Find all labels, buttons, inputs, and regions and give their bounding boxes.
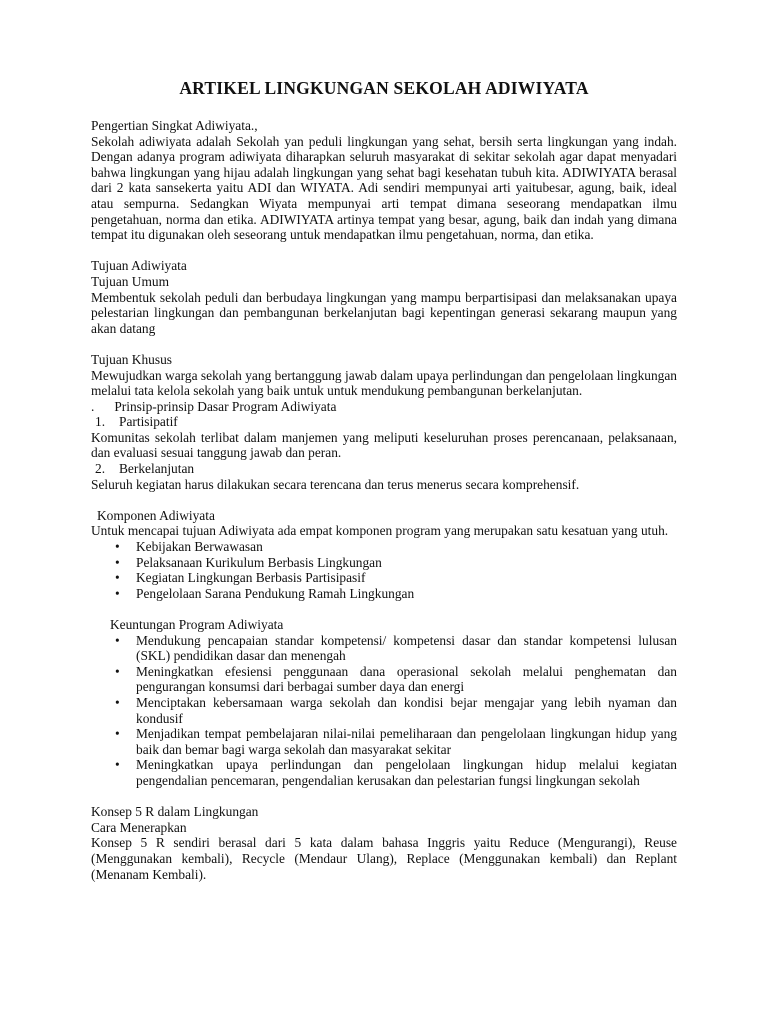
konsep-body: Konsep 5 R sendiri berasal dari 5 kata dalam bahasa Inggris yaitu Reduce (Mengurangi), Reuse (Menggunakan kembali), Recycle (Mendaur Ulang), Replace (Menggunakan kembali) dan Replant (Menanam Kembali). <box>91 835 677 882</box>
prinsip-heading-line <box>91 399 677 415</box>
list-item-text: Meningkatkan upaya perlindungan dan pengelolaan lingkungan hidup melalui kegiatan pengendalian pencemaran, pengendalian kerusakan dan pelestarian fungsi lingkungan sekolah <box>136 757 677 788</box>
prinsip-item-number: 1. <box>95 414 106 430</box>
bullet-icon: • <box>115 726 120 742</box>
bullet-icon: • <box>115 632 120 648</box>
list-item-text: Mendukung pencapaian standar kompetensi/ kompetensi dasar dan standar kompetensi lulusan (SKL) pendidikan dasar dan menengah <box>136 632 677 664</box>
bullet-icon: • <box>115 539 120 555</box>
pengertian-section <box>91 118 677 243</box>
bullet-icon: • <box>115 570 120 586</box>
prinsip-item-body: Seluruh kegiatan harus dilakukan secara terencana dan terus menerus secara komprehensif. <box>91 476 580 492</box>
bullet-icon: • <box>115 663 120 679</box>
list-item <box>91 586 677 602</box>
list-item-text: Menciptakan kebersamaan warga sekolah dan kondisi bejar mengajar yang lebih nyaman dan kondusif <box>136 694 677 726</box>
prinsip-item-title: Berkelanjutan <box>119 461 195 477</box>
list-item <box>91 555 677 571</box>
keuntungan-section <box>91 617 677 789</box>
list-item <box>91 757 677 788</box>
konsep-section <box>91 804 677 882</box>
document-page <box>91 78 677 882</box>
list-item <box>91 664 677 695</box>
konsep-heading: Konsep 5 R dalam Lingkungan <box>91 804 259 820</box>
komponen-section <box>91 508 677 602</box>
tujuan-khusus-heading: Tujuan Khusus <box>91 351 172 367</box>
prinsip-marker: . <box>91 398 95 414</box>
spacer <box>91 243 677 259</box>
bullet-icon: • <box>115 585 120 601</box>
komponen-intro: Untuk mencapai tujuan Adiwiyata ada empat komponen program yang merupakan satu kesatuan yang utuh. <box>91 523 669 539</box>
pengertian-body: Sekolah adiwiyata adalah Sekolah yan peduli lingkungan yang sehat, bersih serta lingkungan yang indah. Dengan adanya program adiwiyata diharapkan seluruh masyarakat di sekitar sekolah agar dapat menyadari bahwa lingkungan yang hijau adalah lingkungan yang sehat bagi kesehatan tubuh kita. ADIWIYATA berasal dari 2 kata sansekerta yaitu ADI dan WIYATA. Adi sendiri mempunyai arti yaitubesar, agung, baik, ideal atau sempurna. Sedangkan Wiyata mempunyai arti tempat dimana seseorang mendapatkan ilmu pengetahuan, norma dan etika. ADIWIYATA artinya tempat yang besar, agung, baik dan indah yang dimana tempat itu digunakan oleh seseorang untuk mendapatkan ilmu pengetahuan, norma, dan etika. <box>91 133 677 243</box>
spacer <box>91 789 677 805</box>
keuntungan-heading: Keuntungan Program Adiwiyata <box>110 617 284 632</box>
prinsip-item <box>91 461 677 492</box>
article-title: ARTIKEL LINGKUNGAN SEKOLAH ADIWIYATA <box>179 78 589 98</box>
prinsip-item-number: 2. <box>95 461 106 477</box>
list-item <box>91 633 677 664</box>
prinsip-item-title: Partisipatif <box>119 414 178 430</box>
tujuan-heading: Tujuan Adiwiyata <box>91 258 187 274</box>
spacer <box>91 336 677 352</box>
list-item <box>91 539 677 555</box>
keuntungan-list <box>91 633 677 789</box>
tujuan-umum-body: Membentuk sekolah peduli dan berbudaya lingkungan yang mampu berpartisipasi dan melaksanakan upaya pelestarian lingkungan dan pembangunan berkelanjutan bagi kepentingan generasi sekarang maupun yang akan datang <box>91 289 677 336</box>
spacer <box>91 492 677 508</box>
konsep-sub-heading: Cara Menerapkan <box>91 819 187 835</box>
prinsip-list <box>91 414 677 492</box>
list-item-text: Meningkatkan efesiensi penggunaan dana operasional sekolah melalui penghematan dan pengurangan konsumsi dari berbagai sumber daya dan energi <box>136 663 677 695</box>
list-item-text: Kebijakan Berwawasan <box>136 539 263 555</box>
list-item-text: Kegiatan Lingkungan Berbasis Partisipasif <box>136 570 366 586</box>
list-item <box>91 570 677 586</box>
bullet-icon: • <box>115 694 120 710</box>
bullet-icon: • <box>115 554 120 570</box>
bullet-icon: • <box>115 757 120 773</box>
komponen-list <box>91 539 677 601</box>
prinsip-item <box>91 414 677 461</box>
prinsip-item-body: Komunitas sekolah terlibat dalam manjemen yang meliputi keseluruhan proses perencanaan, pelaksanaan, dan evaluasi sesuai tanggung jawab dan peran. <box>91 429 677 461</box>
list-item-text: Pengelolaan Sarana Pendukung Ramah Lingkungan <box>136 585 415 601</box>
list-item-text: Menjadikan tempat pembelajaran nilai-nilai pemeliharaan dan pengelolaan lingkungan hidup yang baik dan bemar bagi warga sekolah dan masyarakat sekitar <box>136 726 677 757</box>
prinsip-heading: Prinsip-prinsip Dasar Program Adiwiyata <box>114 398 337 414</box>
list-item <box>91 695 677 726</box>
list-item-text: Pelaksanaan Kurikulum Berbasis Lingkungan <box>136 554 382 570</box>
tujuan-section <box>91 258 677 398</box>
tujuan-umum-heading: Tujuan Umum <box>91 273 170 289</box>
spacer <box>91 601 677 617</box>
pengertian-heading: Pengertian Singkat Adiwiyata., <box>91 118 258 133</box>
komponen-heading: Komponen Adiwiyata <box>97 507 215 523</box>
prinsip-section <box>91 399 677 493</box>
tujuan-khusus-body: Mewujudkan warga sekolah yang bertanggung jawab dalam upaya perlindungan dan pengelolaan lingkungan melalui tata kelola sekolah yang baik untuk untuk mendukung pembangunan berkelanjutan. <box>91 367 677 399</box>
list-item <box>91 726 677 757</box>
